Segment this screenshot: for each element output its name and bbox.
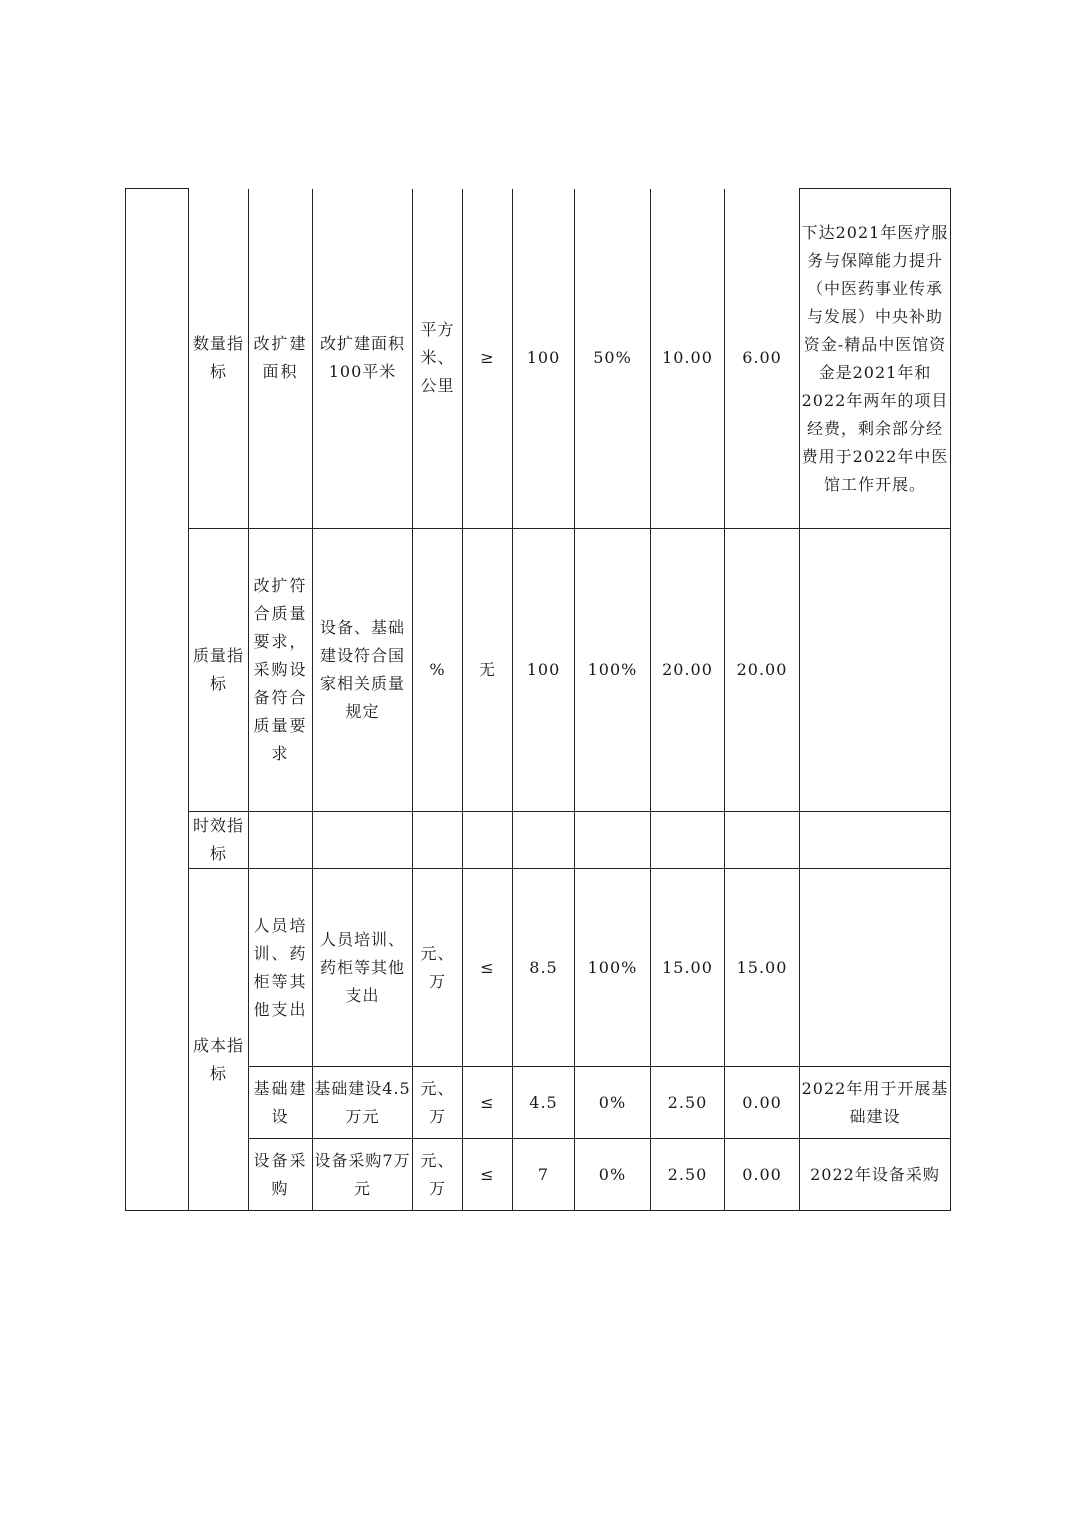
target-cell <box>513 812 575 869</box>
sub-indicator-cell: 基础建设 <box>249 1067 313 1139</box>
score-cell: 15.00 <box>725 869 800 1067</box>
note-cell: 2022年用于开展基础建设 <box>800 1067 951 1139</box>
operator-cell: 无 <box>463 529 513 812</box>
table-row <box>126 529 951 812</box>
table-row <box>126 1067 951 1139</box>
category-cell: 成本指标 <box>189 869 249 1211</box>
target-cell: 4.5 <box>513 1067 575 1139</box>
table-row <box>126 812 951 869</box>
completion-cell: 100% <box>575 529 651 812</box>
note-cell <box>800 869 951 1067</box>
completion-cell: 0% <box>575 1067 651 1139</box>
score-cell: 0.00 <box>725 1067 800 1139</box>
table-row <box>126 869 951 1067</box>
weight-cell: 15.00 <box>651 869 725 1067</box>
completion-cell: 50% <box>575 189 651 529</box>
score-cell: 6.00 <box>725 189 800 529</box>
note-cell <box>800 529 951 812</box>
unit-cell: % <box>413 529 463 812</box>
target-cell: 8.5 <box>513 869 575 1067</box>
score-cell <box>725 812 800 869</box>
completion-cell: 100% <box>575 869 651 1067</box>
sub-indicator-cell: 设备采购 <box>249 1139 313 1211</box>
weight-cell <box>651 812 725 869</box>
weight-cell: 20.00 <box>651 529 725 812</box>
unit-cell: 元、万 <box>413 869 463 1067</box>
unit-cell: 平方米、公里 <box>413 189 463 529</box>
unit-cell: 元、万 <box>413 1139 463 1211</box>
operator-cell: ≤ <box>463 869 513 1067</box>
table-row <box>126 189 951 529</box>
content-cell: 改扩建面积100平米 <box>313 189 413 529</box>
unit-cell <box>413 812 463 869</box>
sub-indicator-cell: 人员培训、药柜等其他支出 <box>249 869 313 1067</box>
content-cell: 设备、基础建设符合国家相关质量规定 <box>313 529 413 812</box>
operator-cell: ≥ <box>463 189 513 529</box>
table-row <box>126 1139 951 1211</box>
weight-cell: 2.50 <box>651 1139 725 1211</box>
note-cell <box>800 812 951 869</box>
score-cell: 20.00 <box>725 529 800 812</box>
weight-cell: 10.00 <box>651 189 725 529</box>
note-cell: 2022年设备采购 <box>800 1139 951 1211</box>
sub-indicator-cell: 改扩符合质量要求，采购设备符合质量要求 <box>249 529 313 812</box>
weight-cell: 2.50 <box>651 1067 725 1139</box>
outer-category-cell <box>126 189 189 1211</box>
target-cell: 100 <box>513 189 575 529</box>
target-cell: 7 <box>513 1139 575 1211</box>
content-cell: 人员培训、药柜等其他支出 <box>313 869 413 1067</box>
completion-cell <box>575 812 651 869</box>
operator-cell: ≤ <box>463 1139 513 1211</box>
content-cell: 基础建设4.5万元 <box>313 1067 413 1139</box>
sub-indicator-cell: 改扩建面积 <box>249 189 313 529</box>
operator-cell <box>463 812 513 869</box>
note-cell: 下达2021年医疗服务与保障能力提升（中医药事业传承与发展）中央补助资金-精品中医馆资金是2021年和2022年两年的项目经费，剩余部分经费用于2022年中医馆工作开展。 <box>800 189 951 529</box>
category-cell: 时效指标 <box>189 812 249 869</box>
category-cell: 数量指标 <box>189 189 249 529</box>
content-cell: 设备采购7万元 <box>313 1139 413 1211</box>
score-cell: 0.00 <box>725 1139 800 1211</box>
completion-cell: 0% <box>575 1139 651 1211</box>
sub-indicator-cell <box>249 812 313 869</box>
performance-table <box>125 188 951 1211</box>
operator-cell: ≤ <box>463 1067 513 1139</box>
category-cell: 质量指标 <box>189 529 249 812</box>
target-cell: 100 <box>513 529 575 812</box>
unit-cell: 元、万 <box>413 1067 463 1139</box>
content-cell <box>313 812 413 869</box>
